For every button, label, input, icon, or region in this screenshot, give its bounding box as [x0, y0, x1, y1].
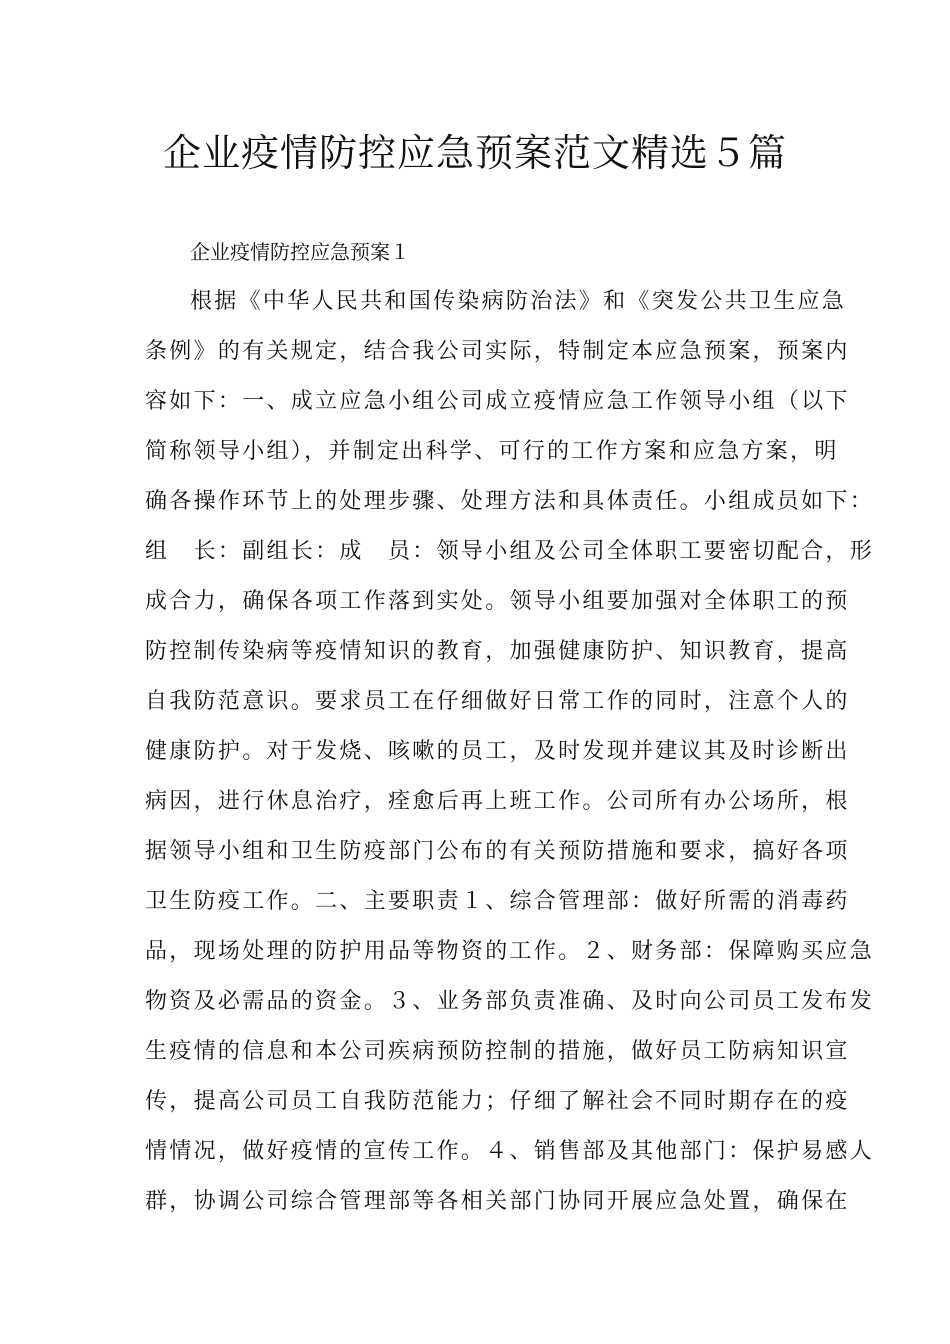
paragraph-line: 成合力，确保各项工作落到实处。领导小组要加强对全体职工的预 [145, 589, 850, 614]
paragraph-line: 据领导小组和卫生防疫部门公布的有关预防措施和要求，搞好各项 [145, 839, 850, 864]
paragraph-line: 自我防范意识。要求员工在仔细做好日常工作的同时，注意个人的 [145, 689, 850, 714]
paragraph-line: 防控制传染病等疫情知识的教育，加强健康防护、知识教育，提高 [145, 639, 850, 664]
body-paragraph [145, 283, 875, 1233]
paragraph-line: 根据《中华人民共和国传染病防治法》和《突发公共卫生应急 [190, 289, 847, 314]
paragraph-line: 确各操作环节上的处理步骤、处理方法和具体责任。小组成员如下： [145, 489, 875, 514]
paragraph-line: 品，现场处理的防护用品等物资的工作。２、财务部：保障购买应急 [145, 939, 875, 964]
paragraph-line: 物资及必需品的资金。３、业务部负责准确、及时向公司员工发布发 [145, 989, 875, 1014]
document-title: 企业疫情防控应急预案范文精选５篇 [162, 131, 787, 175]
paragraph-line: 组 长：副组长：成 员：领导小组及公司全体职工要密切配合，形 [145, 539, 875, 564]
paragraph-line: 条例》的有关规定，结合我公司实际，特制定本应急预案，预案内 [145, 339, 850, 364]
paragraph-line: 生疫情的信息和本公司疾病预防控制的措施，做好员工防病知识宣 [145, 1039, 850, 1064]
paragraph-line: 简称领导小组），并制定出科学、可行的工作方案和应急方案，明 [145, 439, 839, 464]
paragraph-line: 情情况，做好疫情的宣传工作。４、销售部及其他部门：保护易感人 [145, 1139, 875, 1164]
paragraph-line: 健康防护。对于发烧、咳嗽的员工，及时发现并建议其及时诊断出 [145, 739, 850, 764]
section-heading: 企业疫情防控应急预案１ [190, 240, 410, 264]
paragraph-line: 传，提高公司员工自我防范能力；仔细了解社会不同时期存在的疫 [145, 1089, 850, 1114]
paragraph-line: 卫生防疫工作。二、主要职责１、综合管理部：做好所需的消毒药 [145, 889, 850, 914]
paragraph-line: 病因，进行休息治疗，痊愈后再上班工作。公司所有办公场所，根 [145, 789, 850, 814]
paragraph-line: 容如下：一、成立应急小组公司成立疫情应急工作领导小组（以下 [145, 389, 850, 414]
paragraph-line: 群，协调公司综合管理部等各相关部门协同开展应急处置，确保在 [145, 1189, 850, 1214]
